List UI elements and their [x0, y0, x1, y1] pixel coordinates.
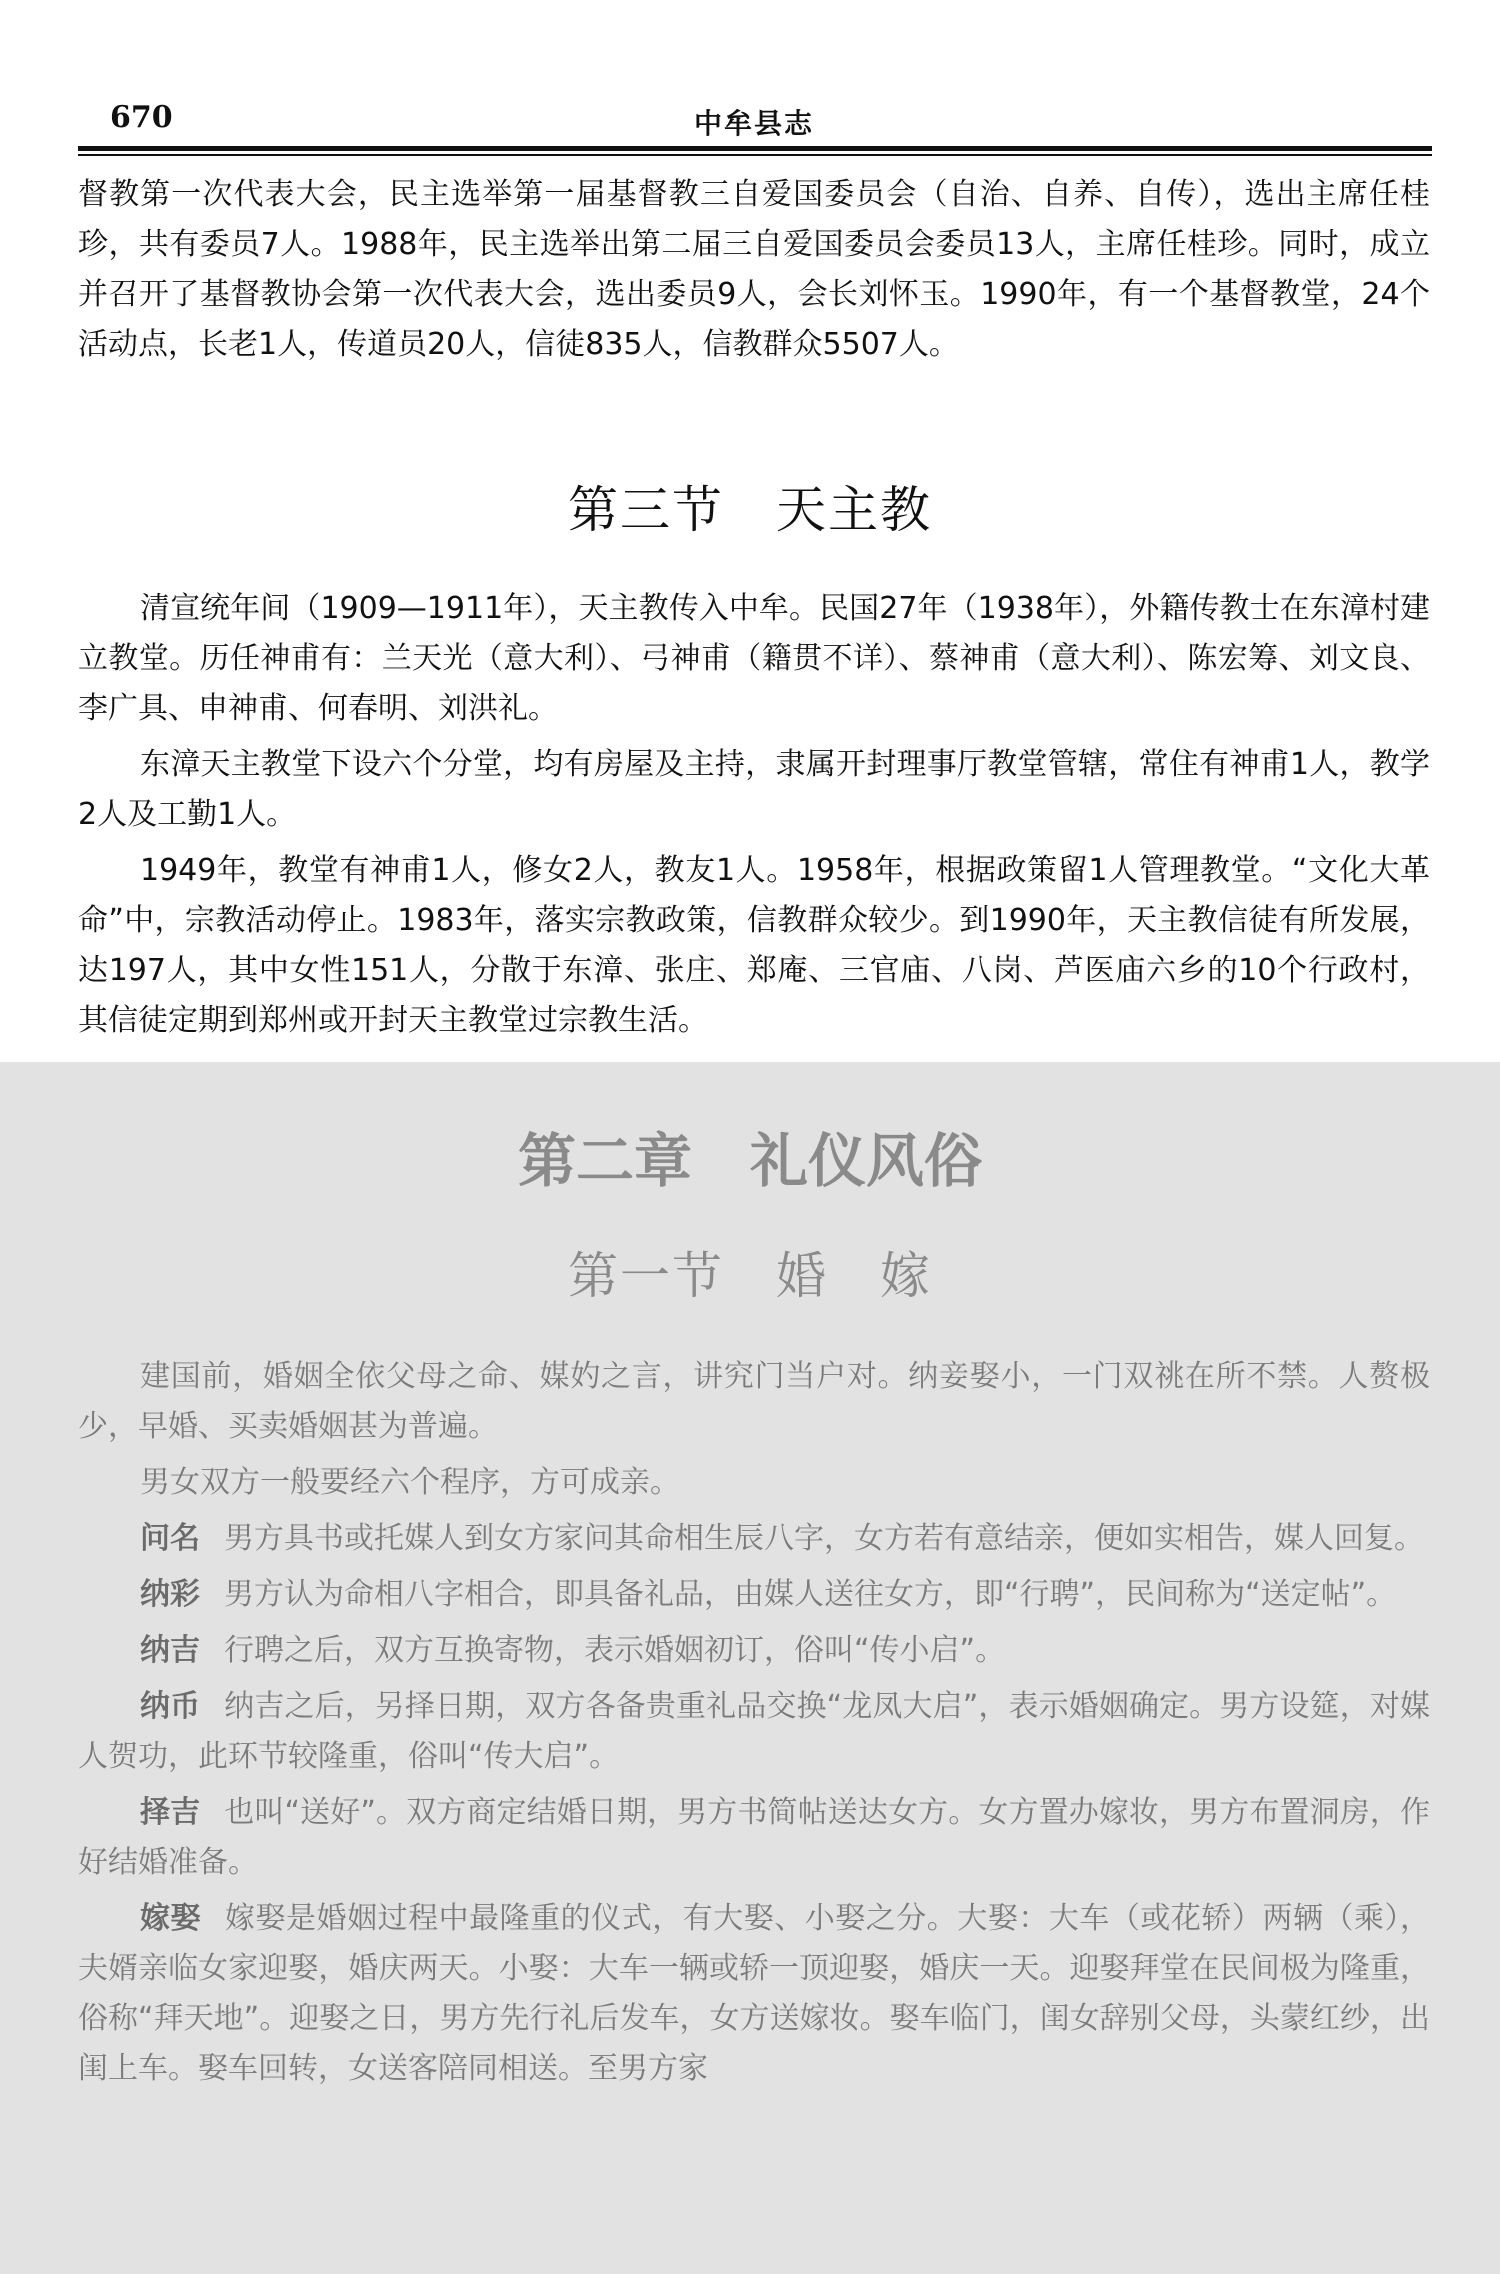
term-text: 纳吉之后，另择日期，双方各备贵重礼品交换“龙凤大启”，表示婚姻确定。男方设筵，对媒人贺功，此环节较隆重，俗叫“传大启”。 [78, 1689, 1430, 1774]
paragraph: 建国前，婚姻全依父母之命、媒妁之言，讲究门当户对。纳妾娶小，一门双祧在所不禁。人赘极少，早婚、买卖婚姻甚为普遍。 [78, 1359, 1430, 1444]
list-item [78, 1894, 1430, 2094]
section-body [78, 1352, 1430, 2094]
continued-text [78, 170, 1430, 370]
running-title: 中牟县志 [693, 107, 814, 140]
term-label: 纳吉 [140, 1633, 200, 1668]
paragraph: 清宣统年间（1909—1911年），天主教传入中牟。民国27年（1938年），外籍传教士在东漳村建立教堂。历任神甫有：兰天光（意大利）、弓神甫（籍贯不详）、蔡神甫（意大利）、陈宏筹、刘文良、李广具、申神甫、何春明、刘洪礼。 [78, 591, 1430, 726]
term-label: 纳币 [140, 1689, 201, 1724]
term-label: 择吉 [140, 1795, 201, 1830]
paragraph: 男女双方一般要经六个程序，方可成亲。 [140, 1465, 680, 1500]
page-number: 670 [110, 100, 173, 135]
header-rule-thick [78, 146, 1432, 151]
term-text: 男方认为命相八字相合，即具备礼品，由媒人送往女方，即“行聘”，民间称为“送定帖”。 [224, 1577, 1397, 1612]
paragraph: 1949年，教堂有神甫1人，修女2人，教友1人。1958年，根据政策留1人管理教堂。“文化大革命”中，宗教活动停止。1983年，落实宗教政策，信教群众较少。到1990年，天主教信徒有所发展，达197人，其中女性151人，分散于东漳、张庄、郑庵、三官庙、八岗、芦医庙六乡的10个行政村，其信徒定期到郑州或开封天主教堂过宗教生活。 [78, 853, 1430, 1038]
section-title: 第三节 天主教 [568, 481, 932, 539]
term-text: 也叫“送好”。双方商定结婚日期，男方书简帖送达女方。女方置办嫁妆，男方布置洞房，作好结婚准备。 [78, 1795, 1430, 1880]
header-rule-thin [78, 154, 1432, 156]
page-header [78, 96, 1430, 146]
term-text: 行聘之后，双方互换寄物，表示婚姻初订，俗叫“传小启”。 [224, 1633, 1006, 1668]
paragraph: 督教第一次代表大会，民主选举第一届基督教三自爱国委员会（自治、自养、自传），选出主席任桂珍，共有委员7人。1988年，民主选举出第二届三自爱国委员会委员13人，主席任桂珍。同时，成立并召开了基督教协会第一次代表大会，选出委员9人，会长刘怀玉。1990年，有一个基督教堂，24个活动点，长老1人，传道员20人，信徒835人，信教群众5507人。 [78, 177, 1430, 362]
faded-region [0, 1062, 1500, 2274]
term-label: 问名 [140, 1521, 200, 1556]
section-title: 第一节 婚 嫁 [568, 1247, 932, 1305]
list-item [78, 1514, 1430, 1564]
term-label: 纳彩 [140, 1577, 200, 1612]
term-text: 嫁娶是婚姻过程中最隆重的仪式，有大娶、小娶之分。大娶：大车（或花轿）两辆（乘），夫婿亲临女家迎娶，婚庆两天。小娶：大车一辆或轿一顶迎娶，婚庆一天。迎娶拜堂在民间极为隆重，俗称“拜天地”。迎娶之日，男方先行礼后发车，女方送嫁妆。娶车临门，闺女辞别父母，头蒙红纱，出闺上车。娶车回转，女送客陪同相送。至男方家 [78, 1901, 1431, 2086]
list-item [78, 1626, 1430, 1676]
section-body [78, 584, 1430, 1046]
term-text: 男方具书或托媒人到女方家问其命相生辰八字，女方若有意结亲，便如实相告，媒人回复。 [224, 1521, 1424, 1556]
list-item [78, 1682, 1430, 1782]
list-item [78, 1570, 1430, 1620]
list-item [78, 1788, 1430, 1888]
paragraph: 东漳天主教堂下设六个分堂，均有房屋及主持，隶属开封理事厅教堂管辖，常住有神甫1人，教学2人及工勤1人。 [78, 747, 1430, 832]
chapter-title: 第二章 礼仪风俗 [517, 1127, 982, 1195]
term-label: 嫁娶 [140, 1901, 202, 1936]
